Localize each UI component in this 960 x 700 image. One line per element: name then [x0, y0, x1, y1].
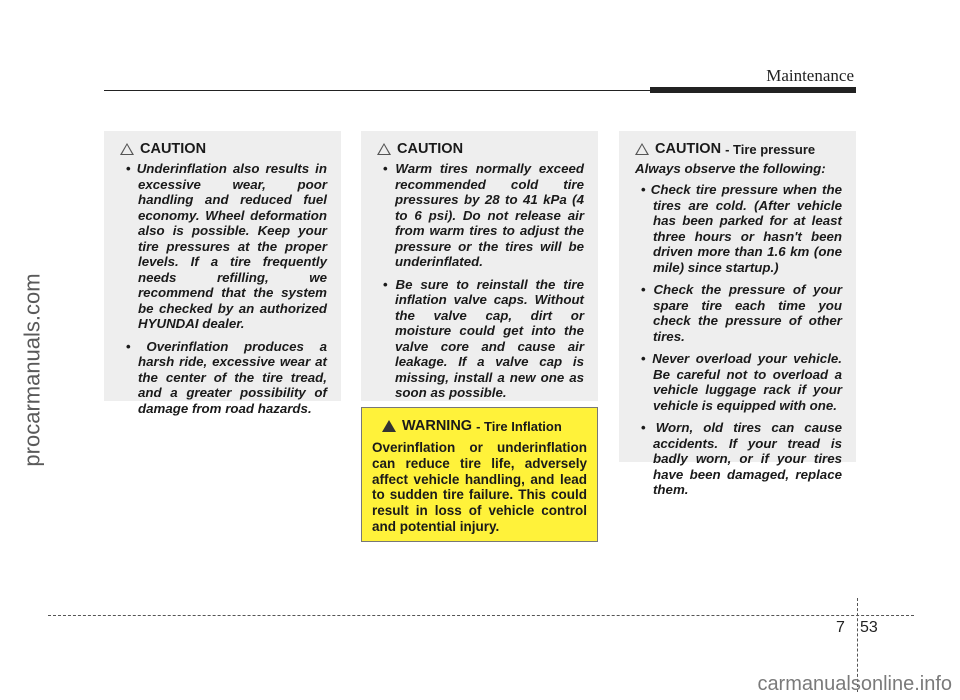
- caution-title: CAUTION: [655, 141, 722, 157]
- warning-title-row: [372, 418, 587, 434]
- header-rule-thin: [104, 90, 650, 91]
- warning-box: [361, 407, 598, 542]
- side-watermark: [8, 160, 58, 580]
- caution-box-right: [619, 131, 856, 497]
- footer-dashed-rule: [48, 615, 914, 616]
- caution-box-left: [104, 131, 341, 416]
- warning-triangle-icon: [382, 420, 396, 432]
- warning-triangle-icon: [635, 143, 649, 155]
- caution-title-row: [120, 141, 327, 157]
- caution-intro: Always observe the following:: [635, 161, 826, 176]
- list-item: • Overinflation produces a harsh ride, excessive wear at the center of the tire tread, and a greater possibility of damage from road hazards.: [120, 339, 327, 417]
- caution-subtitle: - Tire pressure: [725, 141, 816, 157]
- page-number: 53: [860, 619, 878, 636]
- caution-title: CAUTION: [397, 141, 464, 157]
- caution-box-middle: [361, 131, 598, 401]
- page-header-title: Maintenance: [766, 66, 854, 85]
- warning-title: WARNING: [402, 418, 473, 434]
- list-item: • Be sure to reinstall the tire inflation valve caps. Without the valve cap, dirt or moisture could get into the valve core and cause air leakage. If a valve cap is missing, install a new one as soon as possible.: [377, 277, 584, 401]
- warning-triangle-icon: [377, 143, 391, 155]
- list-item: • Check tire pressure when the tires are cold. (After vehicle has been parked for at least three hours or hasn't been driven more than 1.6 km (one mile) since startup.): [635, 182, 842, 275]
- list-item: • Worn, old tires can cause accidents. If your tread is badly worn, or if your tires have been damaged, replace them.: [635, 420, 842, 498]
- caution-title-row: [377, 141, 584, 157]
- caution-list: [120, 161, 327, 416]
- list-item: • Never overload your vehicle. Be careful not to overload a vehicle luggage rack if your vehicle is equipped with one.: [635, 351, 842, 413]
- list-item: • Check the pressure of your spare tire each time you check the pressure of other tires.: [635, 282, 842, 344]
- bottom-watermark: carmanualsonline.info: [757, 673, 952, 695]
- list-item: • Underinflation also results in excessive wear, poor handling and reduced fuel economy. Wheel deformation also is possible. Keep your tire pressures at the proper levels. If a tire frequently needs refilling, we recommend that the system be checked by an authorized HYUNDAI dealer.: [120, 161, 327, 332]
- warning-subtitle: - Tire Inflation: [476, 418, 562, 434]
- list-item: • Warm tires normally exceed recommended cold tire pressures by 28 to 41 kPa (4 to 6 psi). Do not release air from warm tires to adjust the pressure or the tires will be underinflated.: [377, 161, 584, 270]
- header-rule-thick: [650, 87, 856, 93]
- caution-list: [377, 161, 584, 401]
- caution-list: [635, 182, 842, 498]
- side-watermark-text: procarmanuals.com: [20, 273, 45, 467]
- caution-title-row: [635, 141, 842, 157]
- chapter-number: 7: [836, 619, 845, 636]
- warning-triangle-icon: [120, 143, 134, 155]
- caution-title: CAUTION: [140, 141, 207, 157]
- warning-body: Overinflation or underinflation can reduce tire life, adversely affect vehicle handling, and lead to sudden tire failure. This could result in loss of vehicle control and potential injury.: [372, 440, 587, 534]
